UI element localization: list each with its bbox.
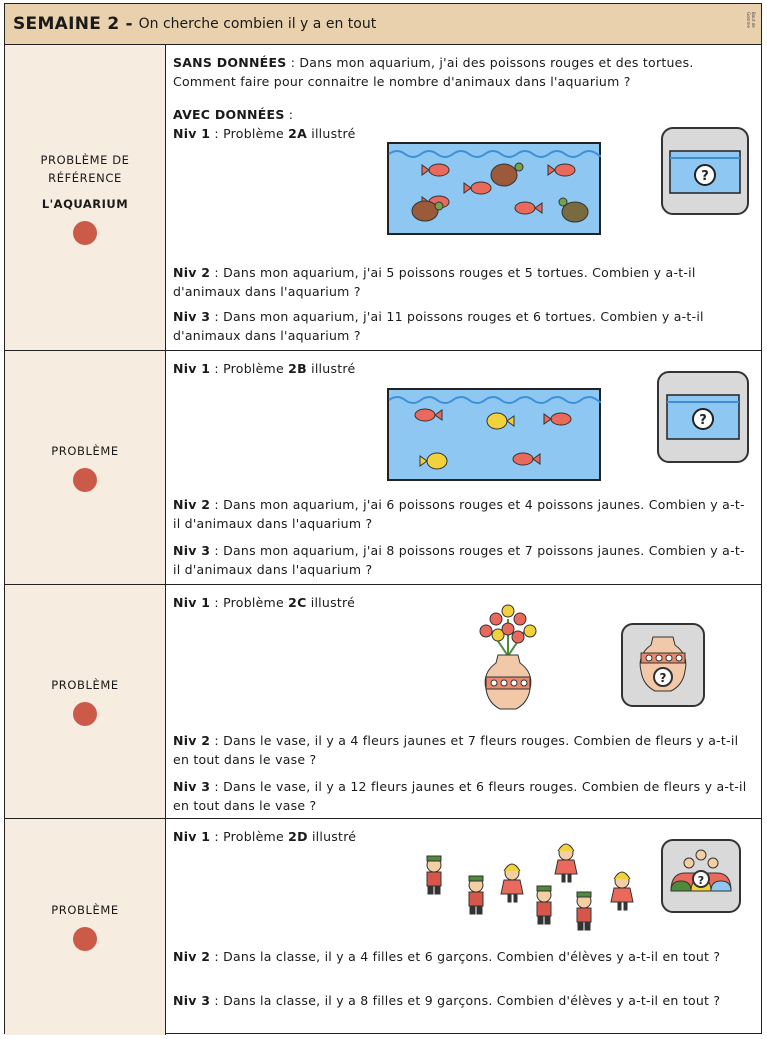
red-dot-icon <box>73 221 97 245</box>
header-bar <box>5 4 761 45</box>
problem-2d-row <box>5 819 761 1035</box>
classroom-children-illustration <box>418 839 642 935</box>
red-dot-icon <box>73 927 97 951</box>
girl-icon <box>555 844 577 882</box>
answer-card-2d <box>661 839 741 913</box>
problem-label: PROBLÈME <box>51 677 119 692</box>
problem-2d-niv2: Niv 2 : Dans la classe, il y a 4 filles et 6 garçons. Combien d'élèves y a-t-il en tout ? <box>173 949 721 964</box>
reference-niv2: Niv 2 : Dans mon aquarium, j'ai 5 poissons rouges et 5 tortues. Combien y a-t-il d'animaux dans l'aquarium ? <box>173 265 696 299</box>
boy-icon <box>537 886 551 924</box>
question-mark: ? <box>701 169 709 184</box>
vase-flowers-illustration <box>472 601 544 713</box>
answer-card-2b <box>657 371 749 463</box>
answer-card-reference <box>661 127 749 215</box>
aquarium-question-icon <box>659 373 747 461</box>
avec-donnees-title: AVEC DONNÉES : <box>173 107 294 122</box>
red-dot-icon <box>73 468 97 492</box>
week-subtitle: On cherche combien il y a en tout <box>138 16 377 32</box>
reference-name: L'AQUARIUM <box>41 196 129 211</box>
worksheet <box>4 3 762 1034</box>
red-dot-icon <box>73 702 97 726</box>
week-title: SEMAINE 2 <box>13 14 120 34</box>
problem-2c-niv3: Niv 3 : Dans le vase, il y a 12 fleurs jaunes et 6 fleurs rouges. Combien de fleurs y a-t-il en tout dans le vase ? <box>173 779 747 813</box>
title-separator: - <box>125 14 133 34</box>
boy-icon <box>577 892 591 930</box>
problem-2d-content <box>166 819 761 1035</box>
reference-niv1: Niv 1 : Problème 2A illustré <box>173 126 356 141</box>
problem-2c-row <box>5 585 761 819</box>
problem-2c-niv2: Niv 2 : Dans le vase, il y a 4 fleurs jaunes et 7 fleurs rouges. Combien de fleurs y a-t-il en tout dans le vase ? <box>173 733 739 767</box>
credit-text: Bout de Gomme <box>746 12 756 28</box>
aquarium-question-icon <box>663 129 747 213</box>
aquarium-fish-turtles-illustration <box>387 142 601 235</box>
reference-niv3: Niv 3 : Dans mon aquarium, j'ai 11 poissons rouges et 6 tortues. Combien y a-t-il d'animaux dans l'aquarium ? <box>173 309 704 343</box>
boy-icon <box>427 856 441 894</box>
sans-donnees-text: SANS DONNÉES : Dans mon aquarium, j'ai des poissons rouges et des tortues. Comment faire pour connaitre le nombre d'animaux dans l'aquarium ? <box>173 55 694 89</box>
question-mark: ? <box>659 671 667 685</box>
boy-icon <box>469 876 483 914</box>
problem-2b-row <box>5 351 761 585</box>
problem-2b-niv1: Niv 1 : Problème 2B illustré <box>173 361 356 376</box>
problem-2b-niv2: Niv 2 : Dans mon aquarium, j'ai 6 poissons rouges et 4 poissons jaunes. Combien y a-t-il d'animaux dans l'aquarium ? <box>173 497 745 531</box>
problem-2c-niv1: Niv 1 : Problème 2C illustré <box>173 595 356 610</box>
problem-2b-content <box>166 351 761 584</box>
problem-2d-niv3: Niv 3 : Dans la classe, il y a 8 filles et 9 garçons. Combien d'élèves y a-t-il en tout ? <box>173 993 721 1008</box>
reference-label: PROBLÈME DE RÉFÉRENCE <box>40 152 130 185</box>
girl-icon <box>501 864 523 902</box>
problem-label: PROBLÈME <box>51 903 119 917</box>
problem-2d-left-cell <box>5 819 166 1035</box>
problem-2d-niv1: Niv 1 : Problème 2D illustré <box>173 829 357 844</box>
problem-2c-left-cell <box>5 585 166 818</box>
group-question-icon <box>663 841 739 911</box>
reference-content <box>166 45 761 350</box>
girl-icon <box>611 872 633 910</box>
question-mark: ? <box>699 413 707 428</box>
reference-row <box>5 45 761 351</box>
problem-2c-content <box>166 585 761 818</box>
vase-question-icon <box>623 625 703 705</box>
question-mark: ? <box>697 874 705 887</box>
problem-2b-left-cell <box>5 351 166 584</box>
answer-card-2c <box>621 623 705 707</box>
aquarium-red-yellow-fish-illustration <box>387 388 601 481</box>
problem-2b-niv3: Niv 3 : Dans mon aquarium, j'ai 8 poissons rouges et 7 poissons jaunes. Combien y a-t-il d'animaux dans l'aquarium ? <box>173 543 745 577</box>
problem-label: PROBLÈME <box>51 443 119 458</box>
reference-left-cell <box>5 45 166 350</box>
